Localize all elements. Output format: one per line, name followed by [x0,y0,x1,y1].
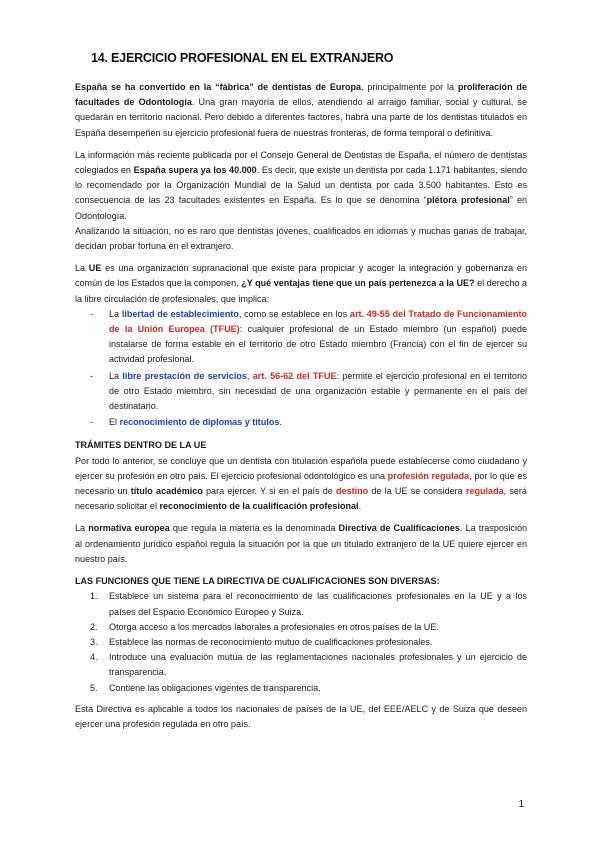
paragraph-analysis: Analizando la situación, no es raro que dentistas jóvenes, cualificados en idiomas y muchas ganas de trabajar, decidan probar fortuna en el extranjero. [75,225,527,252]
text: , [246,370,253,381]
text: La [109,370,123,381]
text: La [75,263,89,274]
list-item [90,589,527,619]
text-red: art. 56-62 del TFUE [252,370,337,381]
text: Otorga acceso a los mercados laborales a profesionales en otros países de la UE. [109,621,439,632]
text-blue: libre prestación de servicios [122,370,247,381]
text-red: art. 49-55 del Tratado de Funcionamiento de la Unión Europea (TFUE) [109,308,527,335]
list-item [90,650,527,680]
text: : cualquier profesional de un Estado miembro (un español) puede instalarse de forma estable en el territorio de otro Estado miembro (Francia) con el fin de ejercer su actividad profesional. [109,324,527,365]
text: de la UE se considera [368,486,466,497]
paragraph-normativa [75,521,527,567]
list-item [109,307,527,368]
text: El [109,417,120,428]
paragraph-aplicacion: Esta Directiva es aplicable a todos los nacionales de países de la UE, del EEE/AELC y de Suiza que deseen ejercer una profesión regulada en otro país. [75,703,527,729]
list-item [109,369,527,415]
list-number: 4. [90,652,98,663]
text: Por todo lo anterior, se concluye que un dentista con titulación española puede establecerse como ciudadano y ejercer su profesión en otro país. El ejercicio profesional odontológico es una [75,455,527,481]
text: . La trasposición al ordenamiento jurídico español regula la situación por la que un titulado extranjero de la UE quiere ejercer en nuestro país. [75,523,528,564]
text-red: regulada [465,486,504,497]
text: , por lo que es necesario un [75,470,528,497]
text: . Es decir, que existe un dentista por cada 1.171 habitantes, siendo lo recomendado por la Organización Mundial de la Salud un dentista por cada 3.500 habitantes. Esto es consecuencia de las 23 facultades existentes en España. Es lo que se denomina “ [75,165,527,206]
text-bold: España supera ya los 40.000 [133,165,257,176]
text: . [279,417,282,428]
list-number: 1. [90,591,98,602]
page-title: 14. EJERCICIO PROFESIONAL EN EL EXTRANJERO [91,51,394,65]
text: La [109,308,122,319]
text: , como se establece en los [238,308,350,319]
list-item [90,620,527,635]
text-red: destino [336,486,369,497]
text-bold: Directiva de Cualificaciones [338,523,460,534]
text-bold: UE [88,263,102,274]
text-bold: ¿Y qué ventajas tiene que un país pertenezca a la UE? [241,278,475,289]
list-number: 2. [90,621,98,632]
functions-list [75,589,527,695]
text: , será necesario solicitar el [75,486,527,512]
page-number: 1 [518,799,524,810]
section-heading-tramites: TRÁMITES DENTRO DE LA UE [75,440,207,451]
text-bold: normativa europea [88,523,170,534]
text-red: profesión regulada [387,470,470,481]
text: : permite el ejercicio profesional en el territorio de otro Estado miembro, sin necesidad de una organización estable y permanente en el país del destinatario. [109,370,528,412]
list-number: 5. [90,682,98,693]
text-bold: título académico [130,486,203,497]
text: Contiene las obligaciones vigentes de transparencia. [109,682,321,693]
document-body [75,80,527,739]
text: el derecho a la libre circulación de profesionales, que implica: [75,278,527,304]
paragraph-ue [75,261,527,307]
list-item [90,635,527,650]
text: . [358,501,362,512]
text: es una organización supranacional que existe para propiciar y acoger la integración y gobernanza en común de los Estados que la componen. [75,263,527,289]
freedoms-list [75,307,527,431]
text: para ejercer. Y si en el país de [202,486,337,497]
text-bold: reconocimiento de la cualificación profesional [159,501,359,512]
text-bold: España se ha convertido en la “fábrica” de dentistas de Europa [75,82,362,92]
list-item [90,681,527,696]
text: La información más reciente publicada por el Consejo General de Dentistas de España, el número de dentistas colegiados en [75,149,527,176]
text-bold: plétora profesional [426,195,510,206]
text: . Una gran mayoría de ellos, atendiendo al arraigo familiar, social y cultural, se quedarán en territorio nacional. Pero debido a diferentes factores, habrá una parte de los dentistas titulados en España desempeñen su ejercicio profesional fuera de nuestras fronteras, de forma temporal o definitiva. [75,97,527,138]
text-bold: proliferación de facultades de Odontología [75,82,527,108]
paragraph-tramites [75,454,527,515]
text-blue: reconocimiento de diplomas y títulos [119,417,280,428]
text: , principalmente por la [361,82,458,92]
text: que regula la materia es la denominada [169,523,339,534]
text-blue: libertad de establecimiento [121,308,239,319]
text: Establece las normas de reconocimiento mutuo de cualificaciones profesionales. [109,636,433,647]
list-item [109,415,527,430]
text: ” en Odontología. [75,195,528,221]
list-number: 3. [90,636,98,647]
section-heading-funciones: LAS FUNCIONES QUE TIENE LA DIRECTIVA DE CUALIFICACIONES SON DIVERSAS: [75,576,440,587]
text: Introduce una evaluación mutua de las reglamentaciones nacionales profesionales y un ejercicio de transparencia. [109,652,527,678]
paragraph-intro [75,80,527,141]
text: La [75,523,89,534]
paragraph-statistics [75,148,527,224]
text: Establece un sistema para el reconocimiento de las cualificaciones profesionales en la UE y a los países del Espacio Económico Europeo y Suiza. [109,591,527,617]
